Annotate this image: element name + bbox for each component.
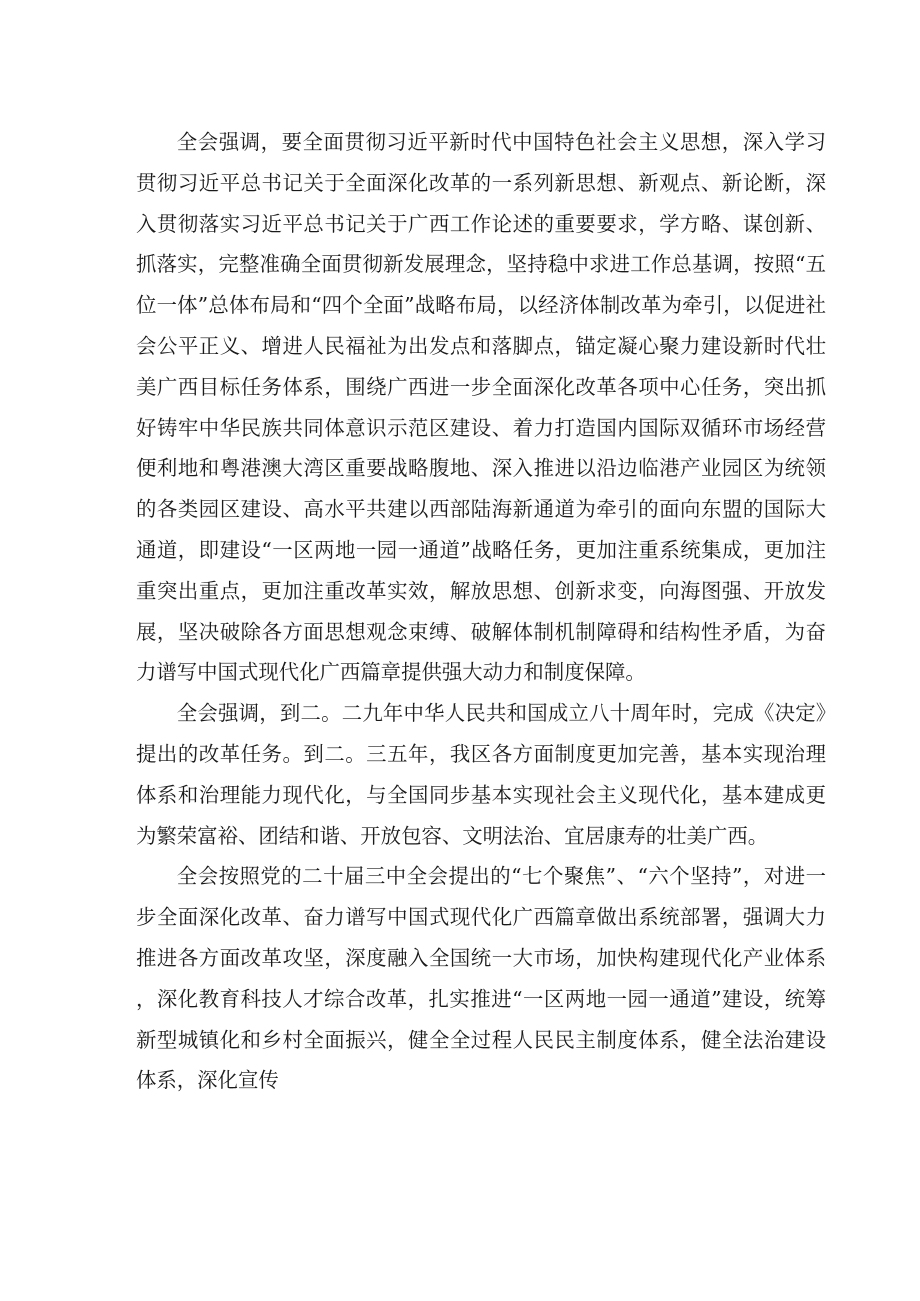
paragraph-timeline: 全会强调，到二。二九年中华人民共和国成立八十周年时，完成《决定》提出的改革任务。到二。三五年，我区各方面制度更加完善，基本实现治理体系和治理能力现代化，与全国同步基本实现社会主义现代化，基本建成更为繁荣富裕、团结和谐、开放包容、文明法治、宜居康寿的壮美广西。 xyxy=(136,701,826,848)
paragraph-goals: 全会强调，要全面贯彻习近平新时代中国特色社会主义思想，深入学习贯彻习近平总书记关于全面深化改革的一系列新思想、新观点、新论断，深入贯彻落实习近平总书记关于广西工作论述的重要要求，学方略、谋创新、抓落实，完整准确全面贯彻新发展理念，坚持稳中求进工作总基调，按照“五位一体”总体布局和“四个全面”战略布局，以经济体制改革为牵引，以促进社会公平正义、增进人民福祉为出发点和落脚点，锚定凝心聚力建设新时代壮美广西目标任务体系，围绕广西进一步全面深化改革各项中心任务，突出抓好铸牢中华民族共同体意识示范区建设、着力打造国内国际双循环市场经营便利地和粤港澳大湾区重要战略腹地、深入推进以沿边临港产业园区为统领的各类园区建设、高水平共建以西部陆海新通道为牵引的面向东盟的国际大通道，即建设“一区两地一园一通道”战略任务，更加注重系统集成，更加注重突出重点，更加注重改革实效，解放思想、创新求变，向海图强、开放发展，坚决破除各方面思想观念束缚、破解体制机制障碍和结构性矛盾，为奋力谱写中国式现代化广西篇章提供强大动力和制度保障。 xyxy=(136,130,826,685)
paragraph-deployment: 全会按照党的二十届三中全会提出的“七个聚焦”、“六个坚持”，对进一步全面深化改革、奋力谱写中国式现代化广西篇章做出系统部署，强调大力推进各方面改革攻坚，深度融入全国统一大市场，加快构建现代化产业体系，深化教育科技人才综合改革，扎实推进“一区两地一园一通道”建设，统筹新型城镇化和乡村全面振兴，健全全过程人民民主制度体系，健全法治建设体系，深化宣传 xyxy=(136,864,826,1093)
document-body xyxy=(136,122,826,1101)
